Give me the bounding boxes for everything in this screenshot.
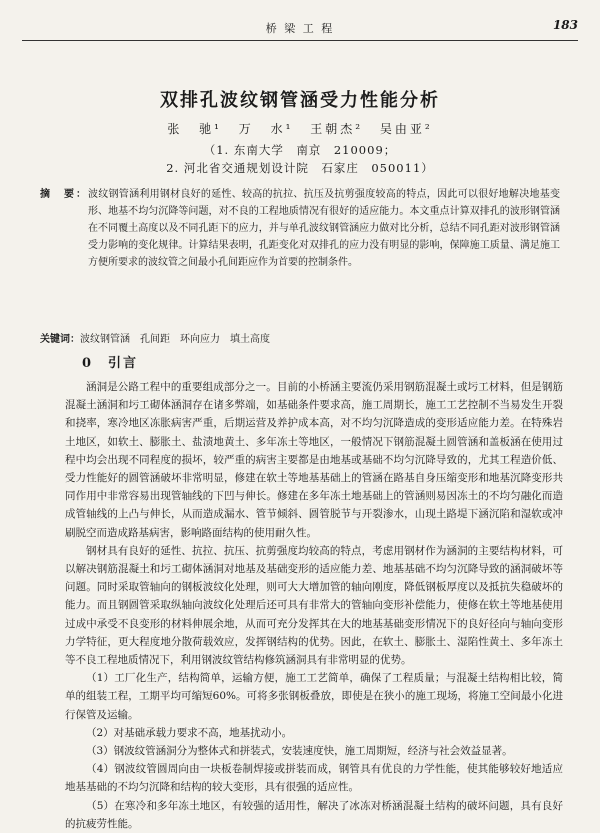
journal-name: 桥 梁 工 程 [265, 22, 335, 35]
author-list: 张 驰¹ 万 水¹ 王朝杰² 吴由亚² [167, 122, 433, 136]
keywords-text: 波纹钢管涵 孔间距 环向应力 填土高度 [80, 334, 270, 345]
paragraph: （4）钢波纹管圆周向由一块板卷制焊接或拼装而成，钢管具有优良的力学性能，使其能够较好地适应地基基础的不均匀沉降和结构的较大变形，具有很强的适应性。 [65, 763, 563, 794]
keywords [40, 331, 560, 348]
abstract-text: 波纹钢管涵利用钢材良好的延性、较高的抗拉、抗压及抗剪强度较高的特点，因此可以很好地解决地基变形、地基不均匀沉降等问题，对不良的工程地质情况有很好的适应能力。本文重点计算双排孔的波形钢管涵在不同覆土高度以及不同孔距下的应力，并与单孔波纹钢管涵应力做对比分析，总结不同孔距对波形钢管涵受力影响的变化规律。计算结果表明，孔距变化对双排孔的应力没有明显的影响，保障施工质量、满足施工方便所要求的波纹管之间最小孔间距应作为首要的控制条件。 [88, 189, 560, 268]
affiliation-1: （1. 东南大学 南京 210009； [203, 143, 397, 157]
paragraph: （3）钢波纹管涵洞分为整体式和拼装式，安装速度快，施工周期短，经济与社会效益显著。 [86, 745, 513, 758]
paper-title: 双排孔波纹钢管涵受力性能分析 [160, 90, 440, 111]
running-header [22, 18, 578, 41]
paragraph: （5）在寒冷和多年冻土地区，有较强的适用性，解决了冰冻对桥涵混凝土结构的破坏问题，具有良好的抗疲劳性能。 [65, 799, 563, 830]
page-number: 183 [552, 18, 578, 32]
paragraph: （1）工厂化生产，结构简单，运输方便，施工工艺简单，确保了工程质量；与混凝土结构相比较，简单的组装工程，工期平均可缩短60%。可将多张钢板叠放，即使是在狭小的施工现场，将施工空间最小化进行保管及运输。 [65, 672, 563, 721]
affiliation-2: 2. 河北省交通规划设计院 石家庄 050011） [166, 161, 434, 175]
abstract-label: 摘 要： [40, 189, 88, 200]
abstract [40, 186, 560, 271]
section-heading: 0 引言 [82, 356, 139, 371]
paragraph: 涵洞是公路工程中的重要组成部分之一。目前的小桥涵主要流仍采用钢筋混凝土或圬工材料，但是钢筋混凝土涵洞和圬工砌体涵洞存在诸多弊端，如基础条件要求高，施工周期长，施工工艺控制不当易发生开裂和挠率，寒冷地区冻胀病害严重，后期运营及养护成本高，对不均匀沉降造成的变形适应能力差。在特殊岩土地区，如软土、膨胀土、盐渍地黄土、多年冻土等地区，一般情况下钢筋混凝土圆管涵和盖板涵在使用过程中均会出现不同程度的损坏，较严重的病害主要都是由地基或基础不均匀沉降导致的，尤其工程造价低、受力性能好的圆管涵破坏非常明显，修建在软土等地基基础上的管涵在路基自身压缩变形和地基沉降变形共同作用中非常容易出现管轴线的下凹与伸长。修建在多年冻土地基础上的管涵则易因冻土的不均匀融化而造成管轴线的上凸与伸长，从而造成漏水、管节倾斜、圆管脱节与开裂渗水，山现土路堤下涵沉陷和湿软或冲刷脱空而造成路基病害，影响路面结构的使用耐久性。 [65, 381, 563, 539]
paragraph: 钢材具有良好的延性、抗拉、抗压、抗剪强度均较高的特点，考虑用钢材作为涵洞的主要结构材料，可以解决钢筋混凝土和圬工砌体涵洞对地基及基础变形的适应能力差、地基基础不均匀沉降导致的涵洞破坏等问题。同时采取管轴向的钢板波纹化处理，则可大大增加管的轴向刚度，降低钢板厚度以及抵抗失稳破坏的能力。而且钢圆管采取纵轴向波纹化处理后还可具有非常大的管轴向变形补偿能力，使修在软土等地基使用过成中承受不良变形的材料伸展余地，从而可充分发挥其在大的地基基础变形情况下的良好径向与轴向变形力学特征，更大程度地分散荷载效应，发挥钢结构的优势。因此，在软土、膨胀土、湿陷性黄土、多年冻土等不良工程地质情况下，利用钢波纹管结构修筑涵洞具有非常明显的优势。 [65, 544, 563, 667]
keywords-label: 关键词： [40, 334, 80, 345]
body-text [65, 378, 563, 833]
paragraph: （2）对基础承载力要求不高，地基扰动小。 [86, 726, 293, 739]
